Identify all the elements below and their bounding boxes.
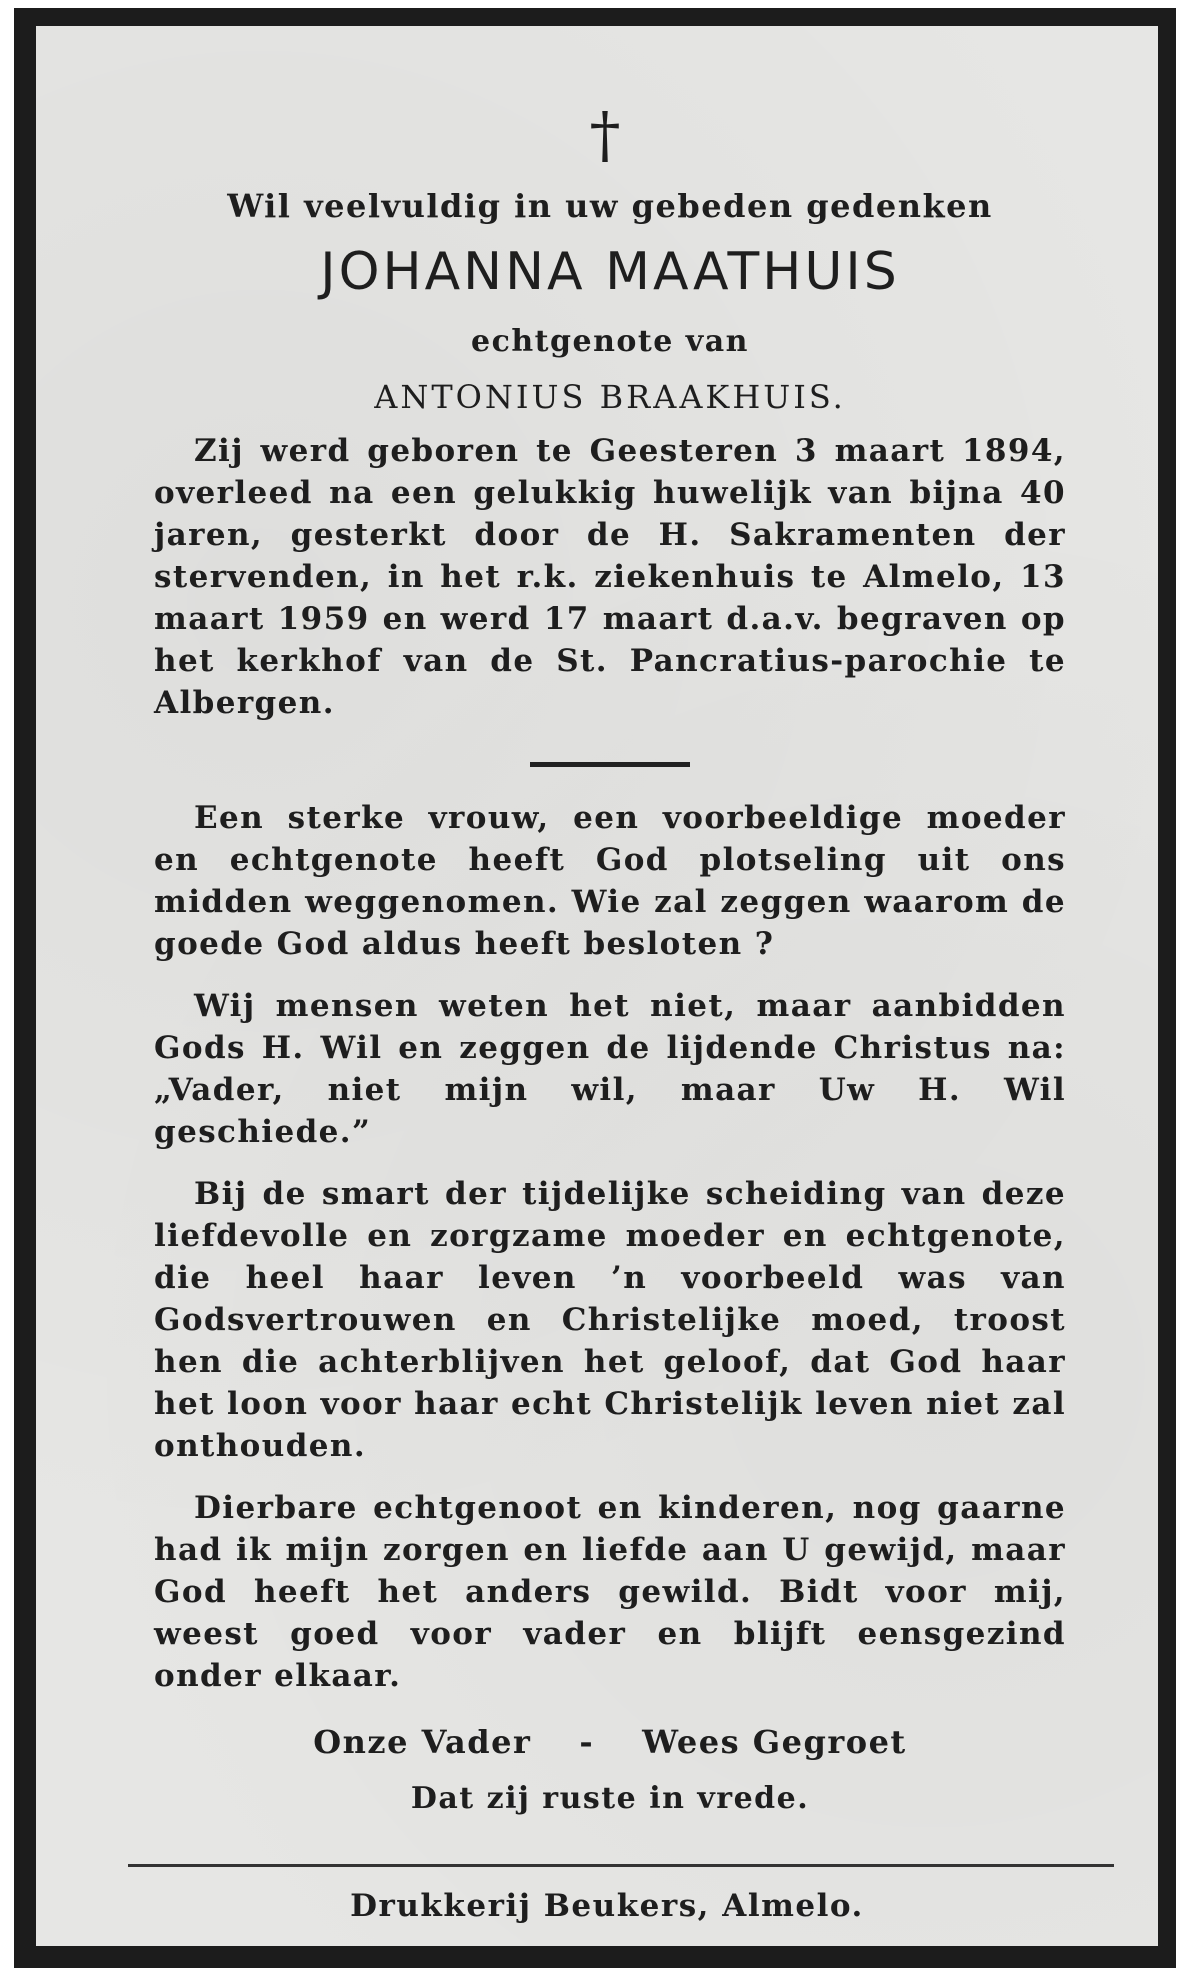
prayer-our-father: Onze Vader [313, 1723, 532, 1761]
memorial-card [14, 8, 1176, 1968]
card-paper [36, 26, 1158, 1946]
prayer-hail-mary: Wees Gegroet [642, 1723, 907, 1761]
prayers-line [154, 1719, 1066, 1765]
text-paragraph-4: Dierbare echtgenoot en kinderen, nog gaarne had ik mijn zorgen en liefde aan U gewijd, maar God heeft het anders gewild. Bidt voor mij, weest goed voor vader en blijft eensgezind onder elkaar. [154, 1490, 1066, 1694]
text-paragraph-3: Bij de smart der tijdelijke scheiding van deze liefdevolle en zorgzame moeder en echtgenote, die heel haar leven ’n voorbeeld was van Godsvertrouwen en Christelijke moed, troost hen die achterblijven het geloof, dat God haar het loon voor haar echt Christelijk leven niet zal onthouden. [154, 1176, 1066, 1464]
rest-in-peace-line: Dat zij ruste in vrede. [410, 1781, 810, 1816]
text-paragraph-1: Een sterke vrouw, een voorbeeldige moeder en echtgenote heeft God plotseling uit ons midden weggenomen. Wie zal zeggen waarom de goede God aldus heeft besloten ? [154, 800, 1066, 962]
cross-icon: † [589, 98, 621, 171]
section-divider [530, 762, 690, 767]
spouse-name: ANTONIUS BRAAKHUIS. [374, 378, 846, 416]
intro-line: Wil veelvuldig in uw gebeden gedenken [227, 187, 993, 225]
biography-paragraph: Zij werd geboren te Geesteren 3 maart 1894, overleed na een gelukkig huwelijk van bijna 40 jaren, gesterkt door de H. Sakramenten der stervenden, in het r.k. ziekenhuis te Almelo, 13 maart 1959 en werd 17 maart d.a.v. begraven op het kerkhof van de St. Pancratius-parochie te Albergen. [154, 433, 1066, 721]
spouse-label: echtgenote van [471, 324, 749, 359]
printer-credit: Drukkerij Beukers, Almelo. [350, 1888, 864, 1924]
prayer-separator: - [579, 1723, 595, 1761]
text-paragraph-2: Wij mensen weten het niet, maar aanbidden Gods H. Wil en zeggen de lijdende Christus na: „Vader, niet mijn wil, maar Uw H. Wil geschiede.” [154, 988, 1066, 1150]
footer-rule [128, 1864, 1114, 1867]
deceased-name: JOHANNA MAATHUIS [320, 242, 900, 302]
